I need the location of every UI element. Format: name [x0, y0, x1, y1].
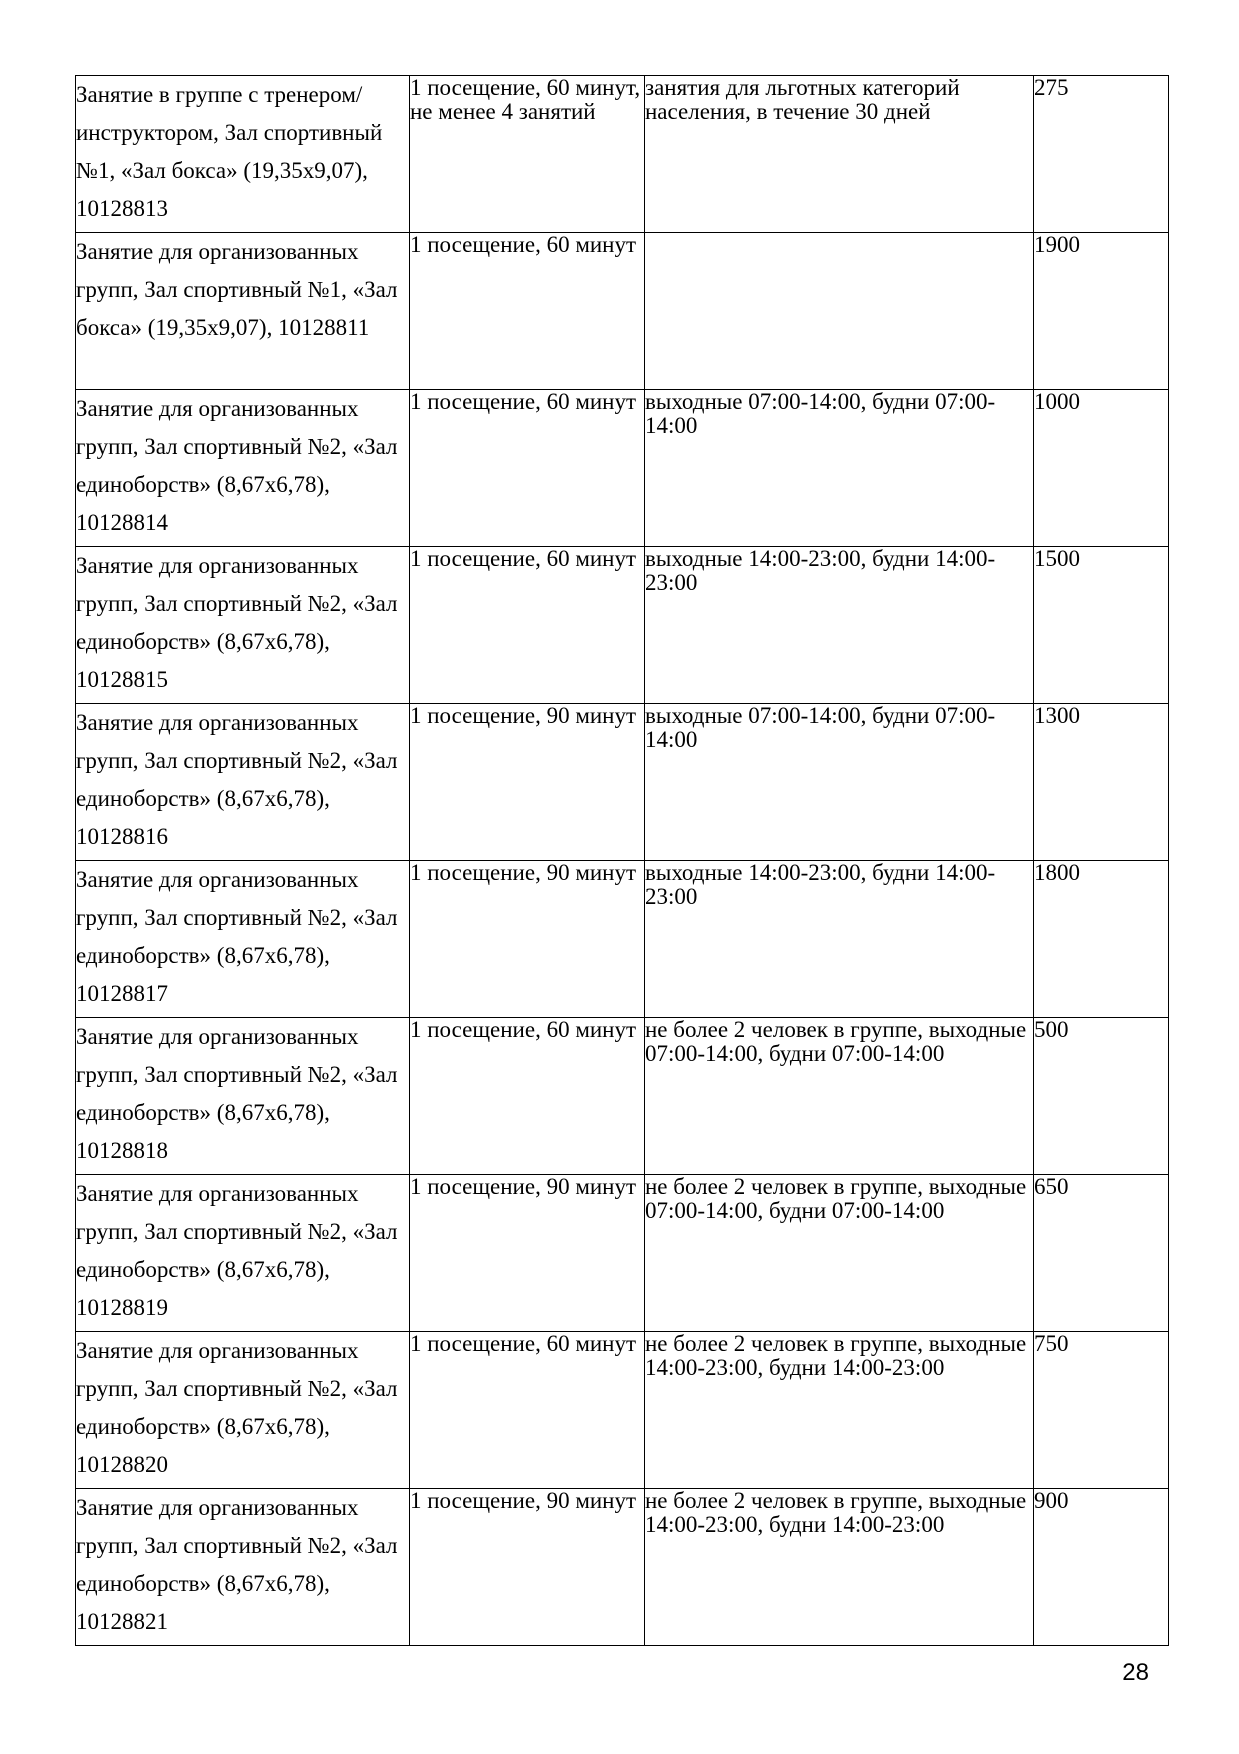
table-row — [76, 1332, 1169, 1489]
unit-cell: 1 посещение, 60 минут — [410, 547, 645, 704]
price-cell: 1900 — [1034, 233, 1169, 390]
unit-cell: 1 посещение, 60 минут, не менее 4 занятий — [410, 76, 645, 233]
table-row — [76, 1018, 1169, 1175]
service-name-cell: Занятие для организованных групп, Зал спортивный №2, «Зал единоборств» (8,67х6,78), 10128818 — [76, 1018, 410, 1175]
price-cell: 1500 — [1034, 547, 1169, 704]
price-cell: 750 — [1034, 1332, 1169, 1489]
conditions-cell — [645, 233, 1034, 390]
unit-cell: 1 посещение, 90 минут — [410, 1175, 645, 1332]
price-table — [75, 75, 1169, 1646]
unit-cell: 1 посещение, 60 минут — [410, 1332, 645, 1489]
unit-cell: 1 посещение, 60 минут — [410, 1018, 645, 1175]
unit-cell: 1 посещение, 90 минут — [410, 1489, 645, 1646]
table-row — [76, 861, 1169, 1018]
service-name-cell: Занятие для организованных групп, Зал спортивный №2, «Зал единоборств» (8,67х6,78), 10128821 — [76, 1489, 410, 1646]
unit-cell: 1 посещение, 90 минут — [410, 861, 645, 1018]
price-cell: 275 — [1034, 76, 1169, 233]
table-row — [76, 233, 1169, 390]
service-name-cell: Занятие для организованных групп, Зал спортивный №2, «Зал единоборств» (8,67х6,78), 10128815 — [76, 547, 410, 704]
price-cell: 500 — [1034, 1018, 1169, 1175]
table-row — [76, 390, 1169, 547]
service-name-cell: Занятие для организованных групп, Зал спортивный №2, «Зал единоборств» (8,67х6,78), 10128817 — [76, 861, 410, 1018]
table-row — [76, 1175, 1169, 1332]
table-row — [76, 1489, 1169, 1646]
service-name-cell: Занятие для организованных групп, Зал спортивный №1, «Зал бокса» (19,35х9,07), 10128811 — [76, 233, 410, 390]
conditions-cell: занятия для льготных категорий населения, в течение 30 дней — [645, 76, 1034, 233]
service-name-cell: Занятие для организованных групп, Зал спортивный №2, «Зал единоборств» (8,67х6,78), 10128814 — [76, 390, 410, 547]
page-number: 28 — [1122, 1659, 1149, 1686]
table-row — [76, 704, 1169, 861]
price-cell: 900 — [1034, 1489, 1169, 1646]
conditions-cell: выходные 14:00-23:00, будни 14:00-23:00 — [645, 861, 1034, 1018]
conditions-cell: не более 2 человек в группе, выходные 14:00-23:00, будни 14:00-23:00 — [645, 1332, 1034, 1489]
conditions-cell: не более 2 человек в группе, выходные 14:00-23:00, будни 14:00-23:00 — [645, 1489, 1034, 1646]
conditions-cell: не более 2 человек в группе, выходные 07:00-14:00, будни 07:00-14:00 — [645, 1018, 1034, 1175]
service-name-cell: Занятие для организованных групп, Зал спортивный №2, «Зал единоборств» (8,67х6,78), 10128819 — [76, 1175, 410, 1332]
conditions-cell: выходные 07:00-14:00, будни 07:00-14:00 — [645, 390, 1034, 547]
table-row — [76, 547, 1169, 704]
service-name-cell: Занятие для организованных групп, Зал спортивный №2, «Зал единоборств» (8,67х6,78), 10128816 — [76, 704, 410, 861]
price-cell: 1300 — [1034, 704, 1169, 861]
table-row — [76, 76, 1169, 233]
service-name-cell: Занятие для организованных групп, Зал спортивный №2, «Зал единоборств» (8,67х6,78), 10128820 — [76, 1332, 410, 1489]
price-cell: 1800 — [1034, 861, 1169, 1018]
unit-cell: 1 посещение, 90 минут — [410, 704, 645, 861]
unit-cell: 1 посещение, 60 минут — [410, 390, 645, 547]
unit-cell: 1 посещение, 60 минут — [410, 233, 645, 390]
conditions-cell: выходные 14:00-23:00, будни 14:00-23:00 — [645, 547, 1034, 704]
price-cell: 1000 — [1034, 390, 1169, 547]
conditions-cell: не более 2 человек в группе, выходные 07:00-14:00, будни 07:00-14:00 — [645, 1175, 1034, 1332]
conditions-cell: выходные 07:00-14:00, будни 07:00-14:00 — [645, 704, 1034, 861]
service-name-cell: Занятие в группе с тренером/инструктором, Зал спортивный №1, «Зал бокса» (19,35х9,07), 10128813 — [76, 76, 410, 233]
price-cell: 650 — [1034, 1175, 1169, 1332]
